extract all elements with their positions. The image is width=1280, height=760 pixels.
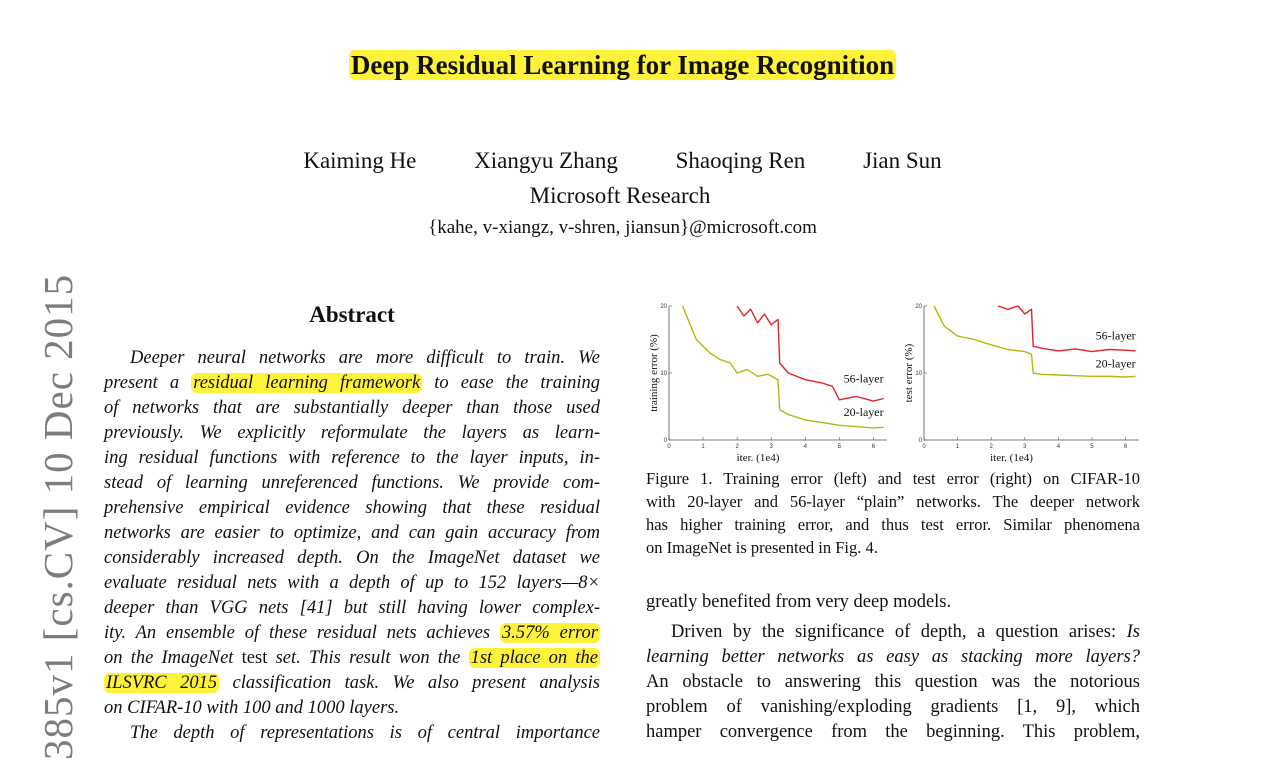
y-tick-label: 10: [915, 371, 922, 377]
text-run: on the ImageNet: [104, 648, 242, 668]
text-run: ity. An ensemble of these residual nets achieves: [104, 623, 500, 643]
series-label: 20-layer: [843, 404, 884, 419]
abstract-line: prehensive empirical evidence showing that these residual: [104, 498, 600, 518]
x-axis-label: iter. (1e4): [990, 452, 1033, 464]
body-line: problem of vanishing/exploding gradients [1, 9], which: [646, 697, 1140, 717]
abstract-line: [104, 621, 600, 646]
caption-line: on ImageNet is presented in Fig. 4.: [646, 538, 878, 557]
text-run: classification task. We also present analysis: [219, 673, 601, 693]
text-run: Driven by the significance of depth, a question arises:: [671, 622, 1127, 642]
text-run: test: [241, 648, 268, 668]
arxiv-stamp: 385v1 [cs.CV] 10 Dec 2015: [35, 273, 81, 760]
figure-caption: [646, 467, 1140, 559]
abstract-line: networks are easier to optimize, and can gain accuracy from: [104, 523, 600, 543]
abstract-line: deeper than VGG nets [41] but still having lower complex-: [104, 598, 600, 618]
abstract-line: considerably increased depth. On the ImageNet dataset we: [104, 548, 600, 568]
abstract-line: of networks that are substantially deeper than those used: [104, 398, 600, 418]
abstract-line: [104, 671, 600, 696]
highlighted-phrase: residual learning framework: [193, 373, 421, 393]
text-run: set. This result won the: [267, 648, 469, 668]
body-line: hamper convergence from the beginning. This problem,: [646, 722, 1140, 742]
series-label: 56-layer: [843, 371, 884, 386]
x-tick-label: 6: [1123, 444, 1128, 450]
caption-line: Figure 1. Training error (left) and test error (right) on CIFAR-10: [646, 469, 1140, 488]
x-tick-label: 1: [701, 444, 705, 450]
author: Jian Sun: [863, 148, 942, 173]
body-line: An obstacle to answering this question was the notorious: [646, 672, 1140, 692]
x-tick-label: 4: [1056, 444, 1061, 450]
title-text: Deep Residual Learning for Image Recognition: [350, 50, 895, 80]
author-email: {kahe, v-xiangz, v-shren, jiansun}@microsoft.com: [428, 217, 817, 238]
author-list: [0, 148, 1245, 174]
y-tick-label: 10: [660, 371, 667, 377]
abstract-line: on CIFAR-10 with 100 and 1000 layers.: [104, 698, 400, 718]
paper-title: [0, 50, 1245, 81]
author: Xiangyu Zhang: [474, 148, 618, 173]
y-tick-label: 20: [915, 304, 922, 310]
abstract-line: [104, 646, 600, 671]
intro-body: [646, 590, 1140, 745]
abstract-line: stead of learning unreferenced functions. We provide com-: [104, 473, 600, 493]
text-run: Is: [1126, 622, 1140, 642]
highlighted-phrase: 1st place on the: [470, 648, 598, 668]
y-axis-label: test error (%): [903, 343, 915, 403]
abstract-line: evaluate residual nets with a depth of up to 152 layers—8×: [104, 573, 600, 593]
body-line: [646, 645, 1140, 670]
x-tick-label: 0: [667, 444, 671, 450]
caption-line: with 20-layer and 56-layer “plain” networks. The deeper network: [646, 492, 1140, 511]
highlighted-phrase: ILSVRC 2015: [106, 673, 218, 693]
abstract-line: [104, 371, 600, 396]
abstract-line: Deeper neural networks are more difficult to train. We: [130, 348, 600, 368]
series-label: 20-layer: [1095, 356, 1136, 371]
x-tick-label: 3: [1023, 444, 1027, 450]
training-error-chart: [645, 300, 893, 466]
abstract-line: previously. We explicitly reformulate the layers as learn-: [104, 423, 600, 443]
abstract-body: [104, 346, 600, 746]
x-tick-label: 2: [735, 444, 739, 450]
y-tick-label: 0: [663, 438, 667, 444]
author: Kaiming He: [303, 148, 417, 173]
author: Shaoqing Ren: [675, 148, 806, 173]
text-run: learning better networks as easy as stacking more layers?: [646, 647, 1140, 667]
caption-line: has higher training error, and thus test error. Similar phenomena: [646, 515, 1140, 534]
x-tick-label: 2: [989, 444, 993, 450]
series-line-56-layer: [737, 306, 884, 401]
x-tick-label: 4: [803, 444, 807, 450]
test-error-chart: [900, 300, 1145, 466]
x-tick-label: 5: [1090, 444, 1094, 450]
abstract-heading: Abstract: [309, 302, 395, 327]
x-tick-label: 0: [922, 444, 926, 450]
x-tick-label: 1: [955, 444, 960, 450]
y-axis-label: training error (%): [648, 334, 660, 412]
x-tick-label: 5: [837, 444, 841, 450]
body-line: greatly benefited from very deep models.: [646, 592, 952, 612]
abstract-line: ing residual functions with reference to the layer inputs, in-: [104, 448, 600, 468]
x-tick-label: 6: [871, 444, 876, 450]
text-run: present a: [104, 373, 192, 393]
x-axis-label: iter. (1e4): [736, 452, 780, 464]
series-label: 56-layer: [1095, 328, 1136, 343]
highlighted-phrase: 3.57% error: [501, 623, 598, 643]
abstract-line: The depth of representations is of central importance: [130, 723, 600, 743]
affiliation: Microsoft Research: [529, 183, 711, 208]
body-line: [646, 620, 1140, 645]
x-tick-label: 3: [769, 444, 773, 450]
y-tick-label: 20: [660, 304, 667, 310]
text-run: to ease the training: [422, 373, 601, 393]
y-tick-label: 0: [918, 438, 922, 444]
